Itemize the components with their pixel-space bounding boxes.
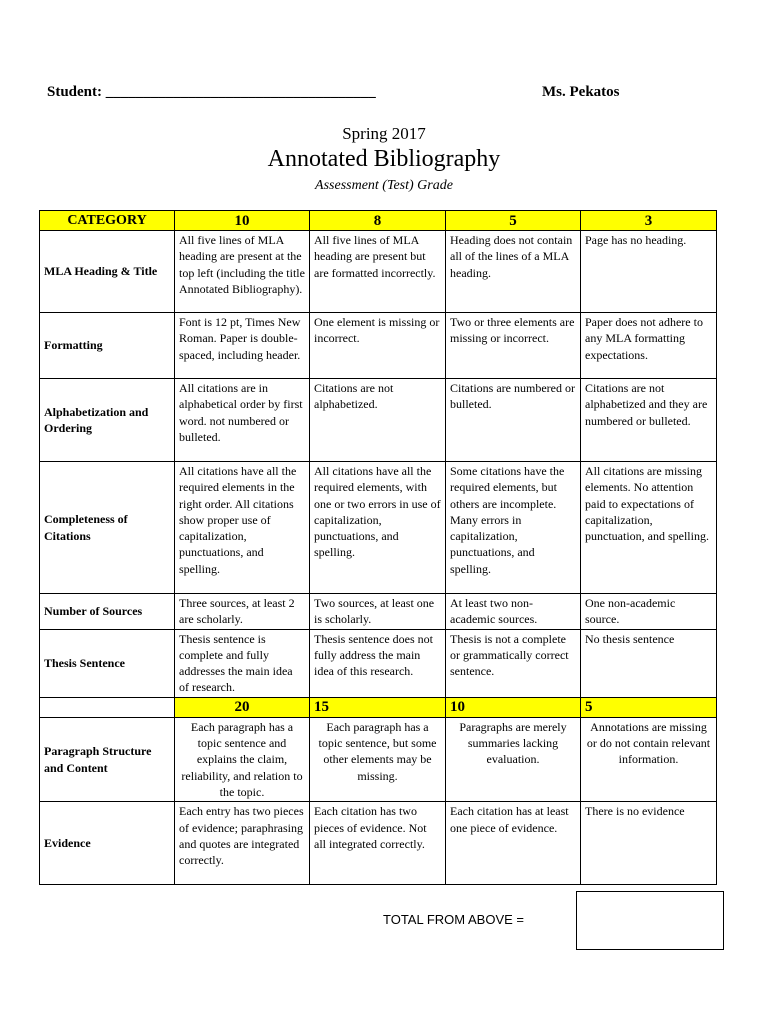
rubric-cell: All citations have all the required elements in the right order. All citations show proper use of capitalization, punctuations, and spelling. [175, 462, 310, 594]
rubric-cell: Each paragraph has a topic sentence, but some other elements may be missing. [310, 717, 446, 801]
document-title: Annotated Bibliography [267, 146, 501, 172]
rubric-cell: Thesis sentence does not fully address the main idea of this research. [310, 629, 446, 697]
rubric-cell: Some citations have the required elements, but others are incomplete. Many errors in capitalization, punctuations, and spelling. [446, 462, 581, 594]
row-category: Completeness of Citations [40, 462, 175, 594]
table-row [40, 594, 717, 630]
table-row [40, 629, 717, 697]
rubric-cell: Thesis is not a complete or grammatically correct sentence. [446, 629, 581, 697]
row-category: Number of Sources [40, 594, 175, 630]
rubric-cell: All five lines of MLA heading are present but are formatted incorrectly. [310, 231, 446, 313]
rubric-cell: All citations are missing elements. No attention paid to expectations of capitalization, punctuation, and spelling. [581, 462, 717, 594]
score-header: 20 [175, 697, 310, 717]
score-header-row-2 [40, 697, 717, 717]
rubric-cell: Three sources, at least 2 are scholarly. [175, 594, 310, 630]
rubric-cell: Two sources, at least one is scholarly. [310, 594, 446, 630]
rubric-cell: Page has no heading. [581, 231, 717, 313]
rubric-cell: Citations are not alphabetized and they are numbered or bulleted. [581, 379, 717, 462]
score-header: 15 [310, 697, 446, 717]
total-score-box[interactable] [576, 891, 724, 950]
rubric-cell: No thesis sentence [581, 629, 717, 697]
row-category: Evidence [40, 802, 175, 885]
rubric-cell: Paper does not adhere to any MLA formatting expectations. [581, 313, 717, 379]
rubric-cell: Font is 12 pt, Times New Roman. Paper is double-spaced, including header. [175, 313, 310, 379]
table-row [40, 717, 717, 801]
row-category: Paragraph Structure and Content [40, 717, 175, 801]
rubric-cell: One element is missing or incorrect. [310, 313, 446, 379]
rubric-cell: Paragraphs are merely summaries lacking evaluation. [446, 717, 581, 801]
rubric-cell: Each paragraph has a topic sentence and explains the claim, reliability, and relation to the topic. [175, 717, 310, 801]
total-label: TOTAL FROM ABOVE = [383, 912, 524, 927]
rubric-cell: All citations are in alphabetical order by first word. not numbered or bulleted. [175, 379, 310, 462]
rubric-cell: Two or three elements are missing or incorrect. [446, 313, 581, 379]
table-row [40, 379, 717, 462]
score-header: 5 [581, 697, 717, 717]
rubric-cell: Each citation has at least one piece of evidence. [446, 802, 581, 885]
score-header-row [40, 211, 717, 231]
row-category: Alphabetization and Ordering [40, 379, 175, 462]
teacher-name: Ms. Pekatos [542, 84, 620, 100]
row-category: MLA Heading & Title [40, 231, 175, 313]
rubric-cell: Citations are numbered or bulleted. [446, 379, 581, 462]
row-category: Thesis Sentence [40, 629, 175, 697]
score-header: 10 [175, 211, 310, 231]
score-header: 8 [310, 211, 446, 231]
score-header: 5 [446, 211, 581, 231]
rubric-cell: All citations have all the required elements, with one or two errors in use of capitalization, punctuations, and spelling. [310, 462, 446, 594]
table-row [40, 313, 717, 379]
score-header: 10 [446, 697, 581, 717]
table-row [40, 462, 717, 594]
term: Spring 2017 [342, 124, 426, 143]
table-row [40, 231, 717, 313]
rubric-cell: Each citation has two pieces of evidence. Not all integrated correctly. [310, 802, 446, 885]
rubric-cell: There is no evidence [581, 802, 717, 885]
rubric-table [39, 210, 717, 885]
row-category: Formatting [40, 313, 175, 379]
category-header: CATEGORY [40, 211, 175, 231]
rubric-cell: Heading does not contain all of the lines of a MLA heading. [446, 231, 581, 313]
table-row [40, 802, 717, 885]
rubric-cell: Thesis sentence is complete and fully addresses the main idea of research. [175, 629, 310, 697]
rubric-cell: Each entry has two pieces of evidence; paraphrasing and quotes are integrated correctly. [175, 802, 310, 885]
rubric-cell: Annotations are missing or do not contain relevant information. [581, 717, 717, 801]
student-name-line: Student: ____________________________________ [47, 84, 376, 100]
rubric-cell: At least two non-academic sources. [446, 594, 581, 630]
rubric-cell: Citations are not alphabetized. [310, 379, 446, 462]
score-header: 3 [581, 211, 717, 231]
document-subtitle: Assessment (Test) Grade [315, 178, 453, 193]
rubric-cell: All five lines of MLA heading are present at the top left (including the title Annotated Bibliography). [175, 231, 310, 313]
rubric-cell: One non-academic source. [581, 594, 717, 630]
blank-cell [40, 697, 175, 717]
